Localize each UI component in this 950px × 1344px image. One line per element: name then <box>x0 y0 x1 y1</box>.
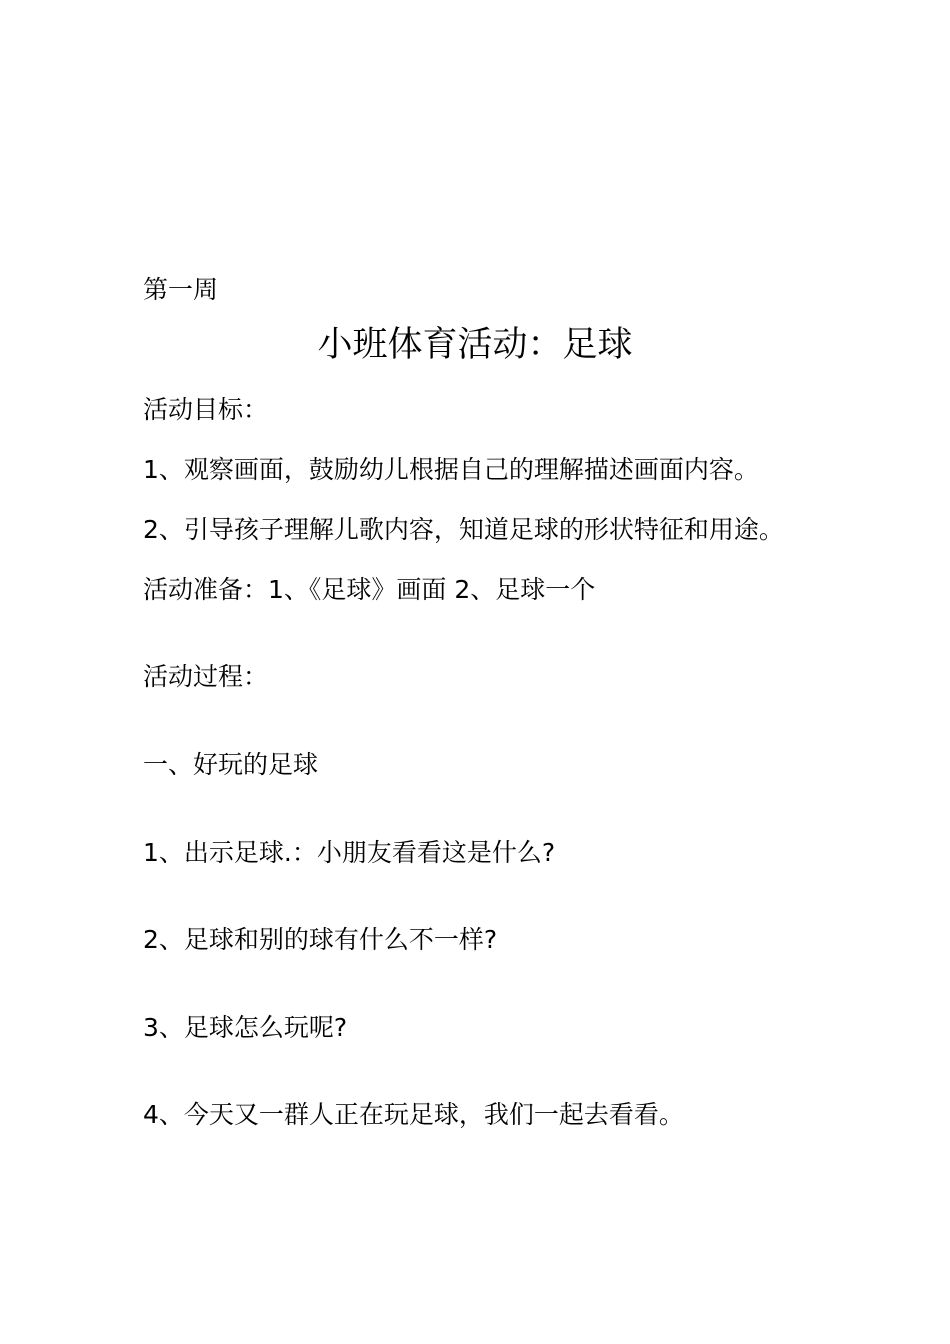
step-item: 1、出示足球.：小朋友看看这是什么? <box>143 838 556 867</box>
page-title: 小班体育活动：足球 <box>317 325 633 365</box>
step-item: 2、足球和别的球有什么不一样? <box>143 925 498 954</box>
goal-item: 1、观察画面，鼓励幼儿根据自己的理解描述画面内容。 <box>143 455 759 484</box>
preparation-text: 活动准备：1、《足球》画面 2、足球一个 <box>143 575 596 604</box>
goals-heading: 活动目标： <box>143 395 269 424</box>
step-item: 4、今天又一群人正在玩足球，我们一起去看看。 <box>143 1100 684 1129</box>
goal-item: 2、引导孩子理解儿歌内容，知道足球的形状特征和用途。 <box>143 515 784 544</box>
process-heading: 活动过程： <box>143 662 269 691</box>
section-heading: 一、好玩的足球 <box>143 750 319 779</box>
week-label: 第一周 <box>143 275 219 304</box>
step-item: 3、足球怎么玩呢? <box>143 1013 348 1042</box>
